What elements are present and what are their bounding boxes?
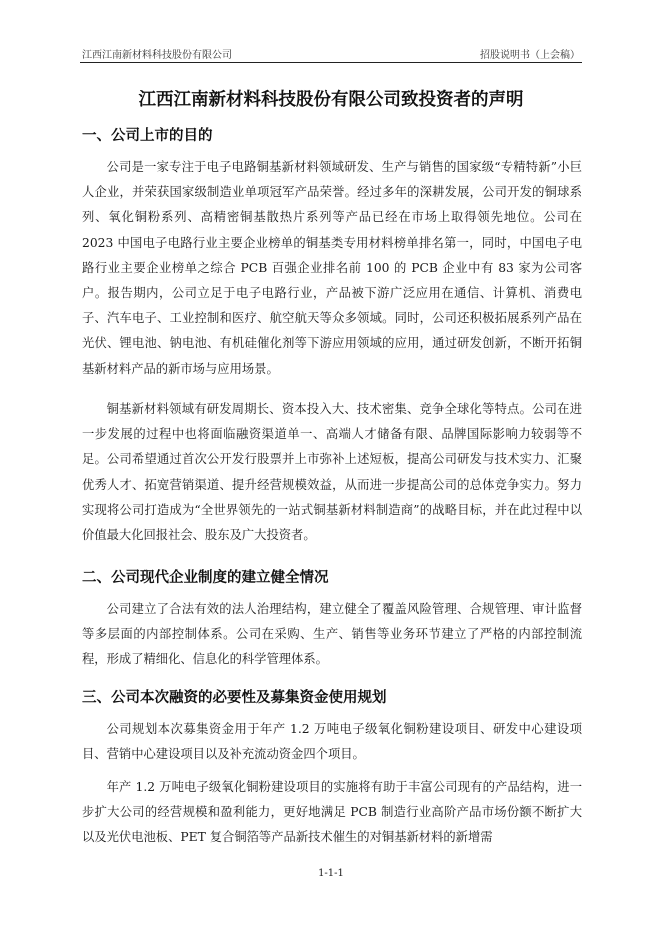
page-title: 江西江南新材料科技股份有限公司致投资者的声明 — [138, 90, 524, 110]
section-heading-1: 一、公司上市的目的 — [82, 128, 213, 144]
section-heading-3: 三、公司本次融资的必要性及募集资金使用规划 — [82, 690, 387, 706]
header-document-type: 招股说明书（上会稿） — [480, 50, 580, 61]
page-header — [80, 42, 582, 63]
section-1-paragraph-1: 公司是一家专注于电子电路铜基新材料领域研发、生产与销售的国家级“专精特新”小巨人企业，并荣获国家级制造业单项冠军产品荣誉。经过多年的深耕发展，公司开发的铜球系列、氧化铜粉系列、高精密铜基散热片系列等产品已经在市场上取得领先地位。公司在 2023 中国电子电路行业主要企业榜单的铜基类专用材料榜单排名第一，同时，中国电子电路行业主要企业榜单之综合 PCB 百强企业排名前 100 的 PCB 企业中有 83 家为公司客户。报告期内，公司立足于电子电路行业，产品被下游广泛应用在通信、计算机、消费电子、汽车电子、工业控制和医疗、航空航天等众多领域。同时，公司还积极拓展系列产品在光伏、锂电池、钠电池、有机硅催化剂等下游应用领域的应用，通过研发创新，不断开拓铜基新材料产品的新市场与应用场景。 — [82, 160, 582, 376]
section-3-paragraph-2: 年产 1.2 万吨电子级氧化铜粉建设项目的实施将有助于丰富公司现有的产品结构，进一步扩大公司的经营规模和盈利能力，更好地满足 PCB 制造行业高阶产品市场份额不断扩大以及光伏电池板、PET 复合铜箔等产品新技术催生的对铜基新材料的新增需 — [82, 780, 582, 845]
page-number: 1-1-1 — [318, 868, 344, 879]
section-1-paragraph-2: 铜基新材料领域有研发周期长、资本投入大、技术密集、竞争全球化等特点。公司在进一步发展的过程中也将面临融资渠道单一、高端人才储备有限、品牌国际影响力较弱等不足。公司希望通过首次公开发行股票并上市弥补上述短板，提高公司研发与技术实力、汇聚优秀人才、拓宽营销渠道、提升经营规模效益，从而进一步提高公司的总体竞争实力。努力实现将公司打造成为“全世界领先的一站式铜基新材料制造商”的战略目标，并在此过程中以价值最大化回报社会、股东及广大投资者。 — [82, 402, 582, 543]
section-3-paragraph-1: 公司规划本次募集资金用于年产 1.2 万吨电子级氧化铜粉建设项目、研发中心建设项目、营销中心建设项目以及补充流动资金四个项目。 — [82, 722, 582, 762]
section-heading-2: 二、公司现代企业制度的建立健全情况 — [82, 570, 329, 586]
header-company: 江西江南新材料科技股份有限公司 — [82, 50, 232, 61]
section-2-paragraph-1: 公司建立了合法有效的法人治理结构，建立健全了覆盖风险管理、合规管理、审计监督等多层面的内部控制体系。公司在采购、生产、销售等业务环节建立了严格的内部控制流程，形成了精细化、信息化的科学管理体系。 — [82, 602, 582, 667]
